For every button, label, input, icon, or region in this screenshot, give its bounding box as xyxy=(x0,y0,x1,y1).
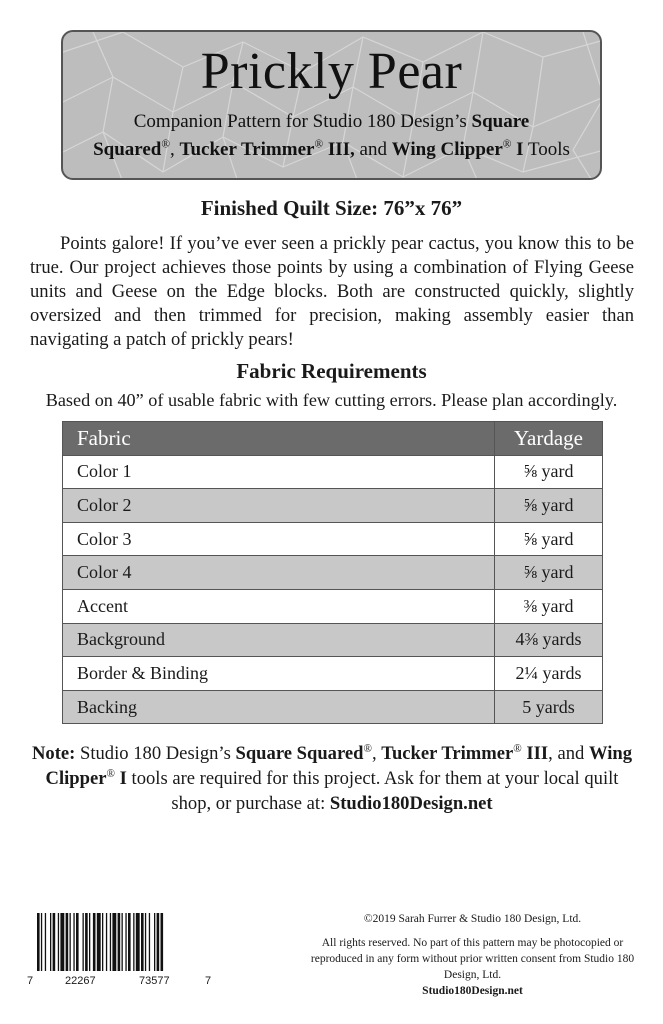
registered-mark: ® xyxy=(513,742,522,755)
barcode-bar xyxy=(145,913,146,971)
barcode-bar xyxy=(85,913,88,971)
note-tool-wing-suffix: I xyxy=(114,768,127,789)
registered-mark: ® xyxy=(314,138,324,151)
tool-name-squared: Squared xyxy=(93,139,162,160)
barcode-bar xyxy=(154,913,155,971)
fabric-table xyxy=(62,421,603,724)
barcode-bar xyxy=(41,913,42,971)
fabric-cell: Color 4 xyxy=(63,556,495,590)
note-label: Note: xyxy=(31,743,76,764)
table-row xyxy=(63,589,603,623)
table-row xyxy=(63,690,603,724)
yardage-cell: ⅝ yard xyxy=(495,455,603,489)
copyright-line: ©2019 Sarah Furrer & Studio 180 Design, Ltd. xyxy=(363,913,582,925)
barcode-bar xyxy=(53,913,56,971)
note-tool-tucker-suffix: III xyxy=(521,743,549,764)
tool-name-tucker: Tucker Trimmer xyxy=(179,139,315,160)
barcode-bar xyxy=(161,913,164,971)
tool-name-wing: Wing Clipper xyxy=(391,139,503,160)
barcode-bar xyxy=(157,913,160,971)
barcode-bar xyxy=(125,913,126,971)
finished-size-heading: Finished Quilt Size: 76”x 76” xyxy=(200,196,463,220)
intro-paragraph xyxy=(30,232,634,352)
barcode-bar xyxy=(122,913,123,971)
copyright-url: Studio180Design.net xyxy=(422,985,523,997)
note-tool-square-squared: Square Squared xyxy=(235,743,364,764)
barcode-bar xyxy=(66,913,69,971)
registered-mark: ® xyxy=(161,138,171,151)
barcode-image xyxy=(27,913,217,975)
yardage-cell: ⅝ yard xyxy=(495,489,603,523)
registered-mark: ® xyxy=(106,767,115,780)
tool-name-square: Square xyxy=(471,111,530,132)
table-row xyxy=(63,556,603,590)
barcode-bar xyxy=(149,913,150,971)
subtitle-prefix: Companion Pattern for Studio 180 Design’s xyxy=(133,111,472,132)
fabric-cell: Color 2 xyxy=(63,489,495,523)
registered-mark: ® xyxy=(363,742,372,755)
rights-text: All rights reserved. No part of this pattern may be photocopied or reproduced in any form without prior written consent from Studio 180 Design, Ltd. xyxy=(310,937,635,981)
barcode-bar xyxy=(128,913,131,971)
barcode-digit-group: 73577 xyxy=(139,975,170,987)
barcode-bar xyxy=(73,913,74,971)
yardage-column-header: Yardage xyxy=(495,422,603,456)
barcode-bar xyxy=(118,913,121,971)
title-banner xyxy=(61,30,602,180)
barcode-bar xyxy=(133,913,134,971)
table-row xyxy=(63,522,603,556)
barcode-bar xyxy=(93,913,96,971)
registered-mark: ® xyxy=(502,138,512,151)
yardage-cell: 2¼ yards xyxy=(495,657,603,691)
table-row xyxy=(63,623,603,657)
yardage-cell: ⅝ yard xyxy=(495,556,603,590)
barcode-bar xyxy=(45,913,46,971)
intro-text: Points galore! If you’ve ever seen a prickly pear cactus, you know this to be true. Our project achieves those points by using a combination of Flying Geese units and Geese on the Edge blocks. Both are constructed quickly, slightly oversized and then trimmed for precision, making assembly easier than navigating a patch of prickly pears! xyxy=(30,233,634,350)
note-text: tools are required for this project. Ask for them at your local quilt shop, or purchase at: xyxy=(126,768,619,814)
yardage-cell: ⅝ yard xyxy=(495,522,603,556)
barcode-bar xyxy=(60,913,64,971)
tool-name-tucker-suffix: III, xyxy=(323,139,355,160)
note-tool-wing: Wing Clipper xyxy=(45,743,632,789)
fabric-cell: Color 3 xyxy=(63,522,495,556)
table-row xyxy=(63,455,603,489)
fabric-requirements-note: Based on 40” of usable fabric with few cutting errors. Please plan accordingly. xyxy=(45,390,618,410)
fabric-cell: Border & Binding xyxy=(63,657,495,691)
note-text: Studio 180 Design’s xyxy=(75,743,236,764)
yardage-cell: ⅜ yard xyxy=(495,589,603,623)
table-row xyxy=(63,657,603,691)
barcode-bar xyxy=(110,913,111,971)
note-tool-tucker: Tucker Trimmer xyxy=(381,743,514,764)
yardage-cell: 5 yards xyxy=(495,690,603,724)
barcode-bar xyxy=(136,913,140,971)
copyright-block xyxy=(300,911,645,999)
fabric-cell: Color 1 xyxy=(63,455,495,489)
pattern-title: Prickly Pear xyxy=(200,43,463,100)
barcode-digit: 7 xyxy=(27,975,34,987)
barcode-digit: 7 xyxy=(205,975,212,987)
barcode-bar xyxy=(97,913,101,971)
table-header-row xyxy=(63,422,603,456)
note-url: Studio180Design.net xyxy=(329,793,493,814)
tools-word: Tools xyxy=(523,139,570,160)
fabric-column-header: Fabric xyxy=(63,422,495,456)
separator: and xyxy=(354,139,392,160)
fabric-cell: Accent xyxy=(63,589,495,623)
fabric-requirements-heading: Fabric Requirements xyxy=(236,359,427,383)
barcode-bar xyxy=(58,913,59,971)
note-text: , and xyxy=(548,743,589,764)
barcode-bar xyxy=(37,913,40,971)
fabric-cell: Backing xyxy=(63,690,495,724)
barcode-bar xyxy=(70,913,71,971)
barcode-bar xyxy=(50,913,51,971)
barcode-bar xyxy=(102,913,103,971)
tools-note xyxy=(30,741,634,816)
yardage-cell: 4⅜ yards xyxy=(495,623,603,657)
note-text: , xyxy=(371,743,382,764)
tool-name-wing-suffix: I xyxy=(511,139,524,160)
barcode-bar xyxy=(83,913,84,971)
barcode-bar xyxy=(76,913,79,971)
subtitle xyxy=(63,108,600,164)
separator: , xyxy=(170,139,180,160)
barcode-bar xyxy=(89,913,90,971)
barcode-bar xyxy=(106,913,107,971)
fabric-cell: Background xyxy=(63,623,495,657)
table-row xyxy=(63,489,603,523)
barcode-bar xyxy=(112,913,116,971)
barcode-bar xyxy=(141,913,144,971)
barcode-digit-group: 22267 xyxy=(65,975,96,987)
